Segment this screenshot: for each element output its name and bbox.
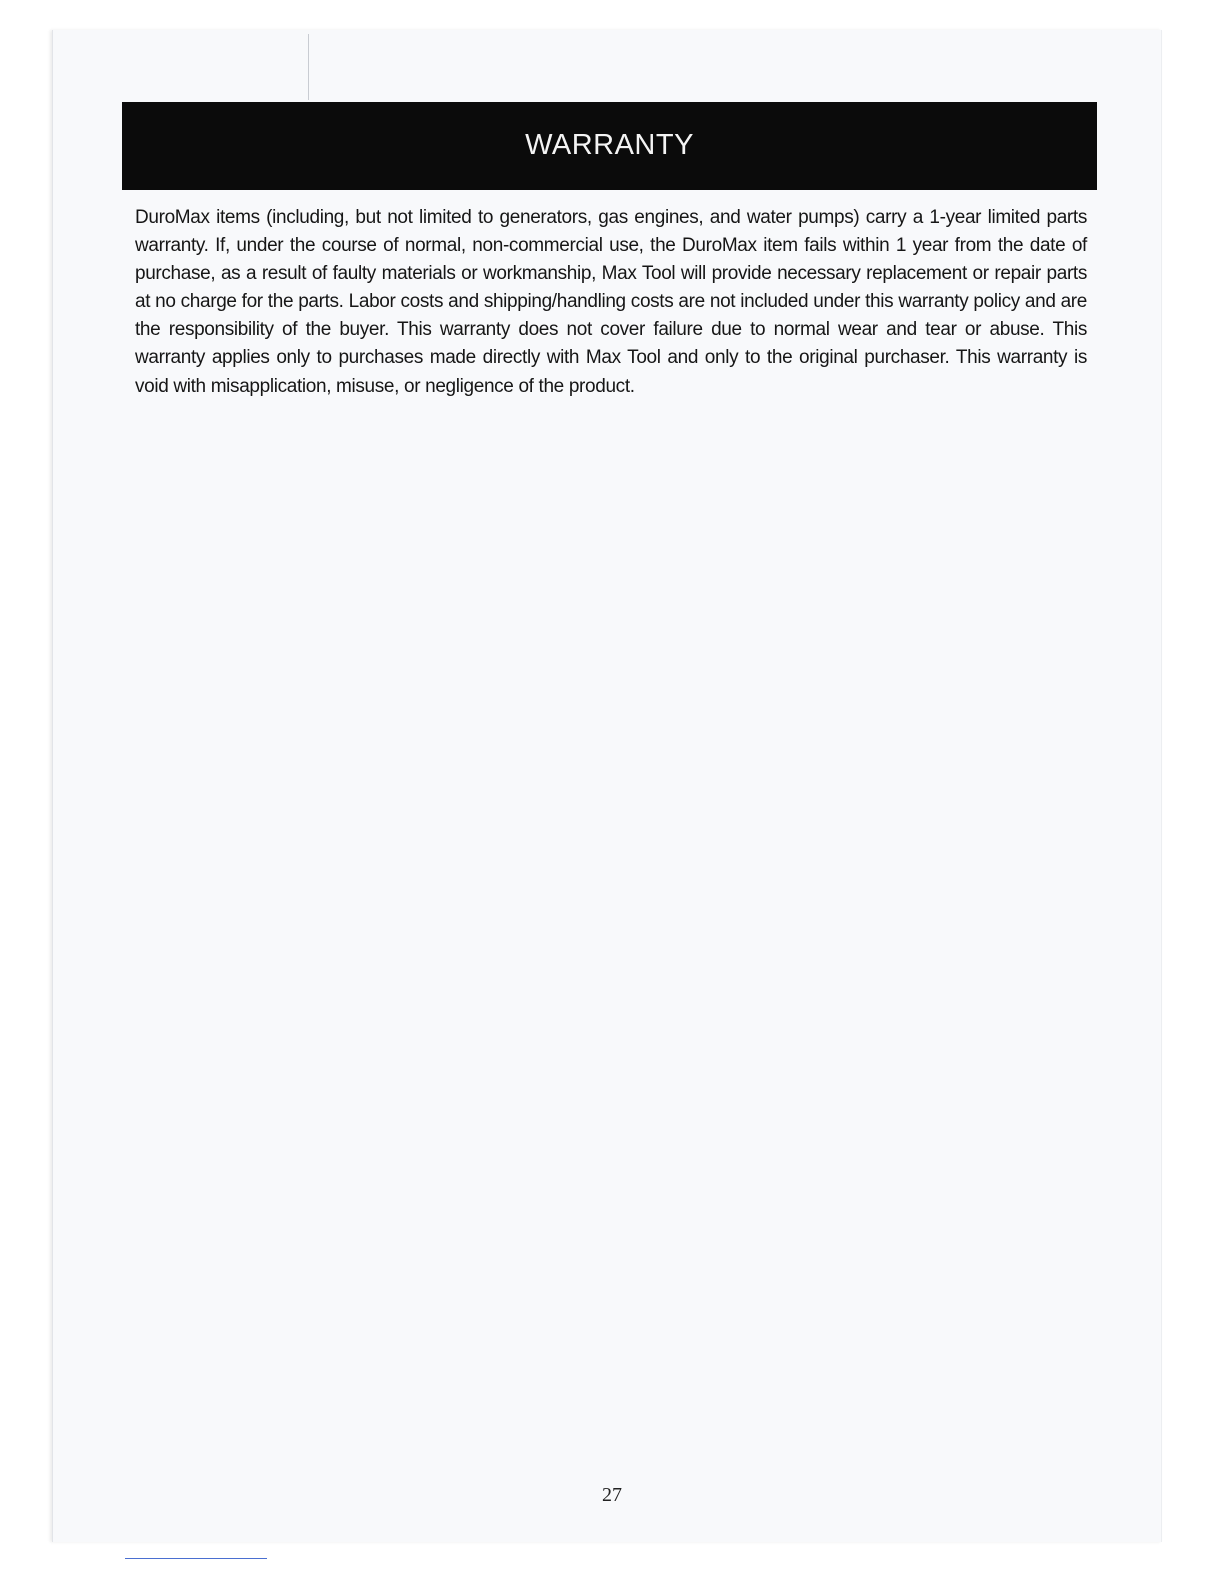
warranty-banner bbox=[122, 102, 1097, 190]
section-title: WARRANTY bbox=[525, 128, 694, 161]
paper-fold-line bbox=[308, 34, 309, 100]
footer-link-underline bbox=[125, 1558, 267, 1559]
warranty-paragraph: DuroMax items (including, but not limited to generators, gas engines, and water pumps) carry a 1-year limited parts warranty. If, under the course of normal, non-commercial use, the DuroMax item fails within 1 year from the date of purchase, as a result of faulty materials or workmanship, Max Tool will provide necessary replacement or repair parts at no charge for the parts. Labor costs and shipping/handling costs are not included under this warranty policy and are the responsibility of the buyer. This warranty does not cover failure due to normal wear and tear or abuse. This warranty applies only to purchases made directly with Max Tool and only to the original purchaser. This warranty is void with misapplication, misuse, or negligence of the product. bbox=[135, 207, 1087, 397]
page-number: 27 bbox=[602, 1484, 622, 1506]
